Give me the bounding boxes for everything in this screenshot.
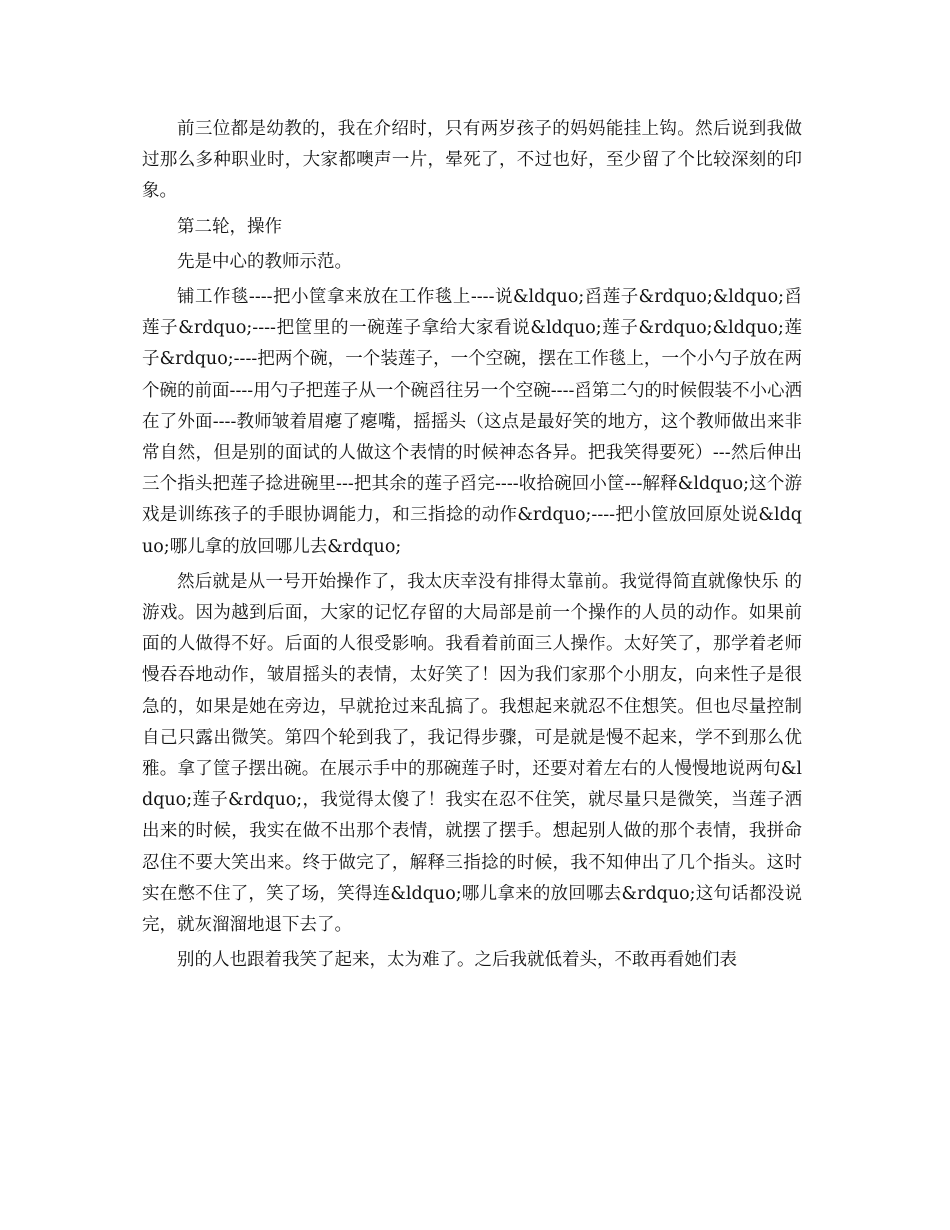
paragraph-round-two-heading: 第二轮，操作 [177, 216, 282, 237]
paragraph-teacher-demo: 先是中心的教师示范。 [177, 251, 352, 272]
paragraph-my-turn: 然后就是从一号开始操作了，我太庆幸没有排得太靠前。我觉得简直就像快乐 的游戏。因为越到后面，大家的记忆存留的大局部是前一个操作的人员的动作。如果前面的人做得不好。后面的人很受影响。我看着前面三人操作。太好笑了，那学着老师慢吞吞地动作，皱眉摇头的表情，太好笑了！因为我们家那个小朋友，向来性子是很急的，如果是她在旁边，早就抢过来乱搞了。我想起来就忍不住想笑。但也尽量控制自己只露出微笑。第四个轮到我了，我记得步骤，可是就是慢不起来，学不到那么优雅。拿了筐子摆出碗。在展示手中的那碗莲子时，还要对着左右的人慢慢地说两句&ldquo;莲子&rdquo;，我觉得太傻了！我实在忍不住笑，就尽量只是微笑，当莲子洒出来的时候，我实在做不出那个表情，就摆了摆手。想起别人做的那个表情，我拼命忍住不要大笑出来。终于做完了，解释三指捻的时候，我不知伸出了几个指头。这时实在憋不住了，笑了场，笑得连&ldquo;哪儿拿来的放回哪去&rdquo;这句话都没说完，就灰溜溜地退下去了。 [142, 571, 802, 936]
paragraph-aftermath: 别的人也跟着我笑了起来，太为难了。之后我就低着头，不敢再看她们表 [177, 950, 737, 971]
document-body [142, 114, 802, 980]
paragraph-demo-steps: 铺工作毯----把小筐拿来放在工作毯上----说&ldquo;舀莲子&rdquo;&ldquo;舀莲子&rdquo;----把筐里的一碗莲子拿给大家看说&ldquo;莲子&rdquo;&ldquo;莲子&rdquo;----把两个碗，一个装莲子，一个空碗，摆在工作毯上，一个小勺子放在两个碗的前面----用勺子把莲子从一个碗舀往另一个空碗----舀第二勺的时候假装不小心洒在了外面----教师皱着眉瘪了瘪嘴，摇摇头（这点是最好笑的地方，这个教师做出来非常自然，但是别的面试的人做这个表情的时候神态各异。把我笑得要死）---然后伸出三个指头把莲子捻进碗里---把其余的莲子舀完----收拾碗回小筐---解释&ldquo;这个游戏是训练孩子的手眼协调能力，和三指捻的动作&rdquo;----把小筐放回原处说&ldquo;哪儿拿的放回哪儿去&rdquo; [142, 287, 802, 557]
paragraph-intro: 前三位都是幼教的，我在介绍时，只有两岁孩子的妈妈能挂上钩。然后说到我做过那么多种职业时，大家都噢声一片，晕死了，不过也好，至少留了个比较深刻的印象。 [142, 119, 802, 202]
